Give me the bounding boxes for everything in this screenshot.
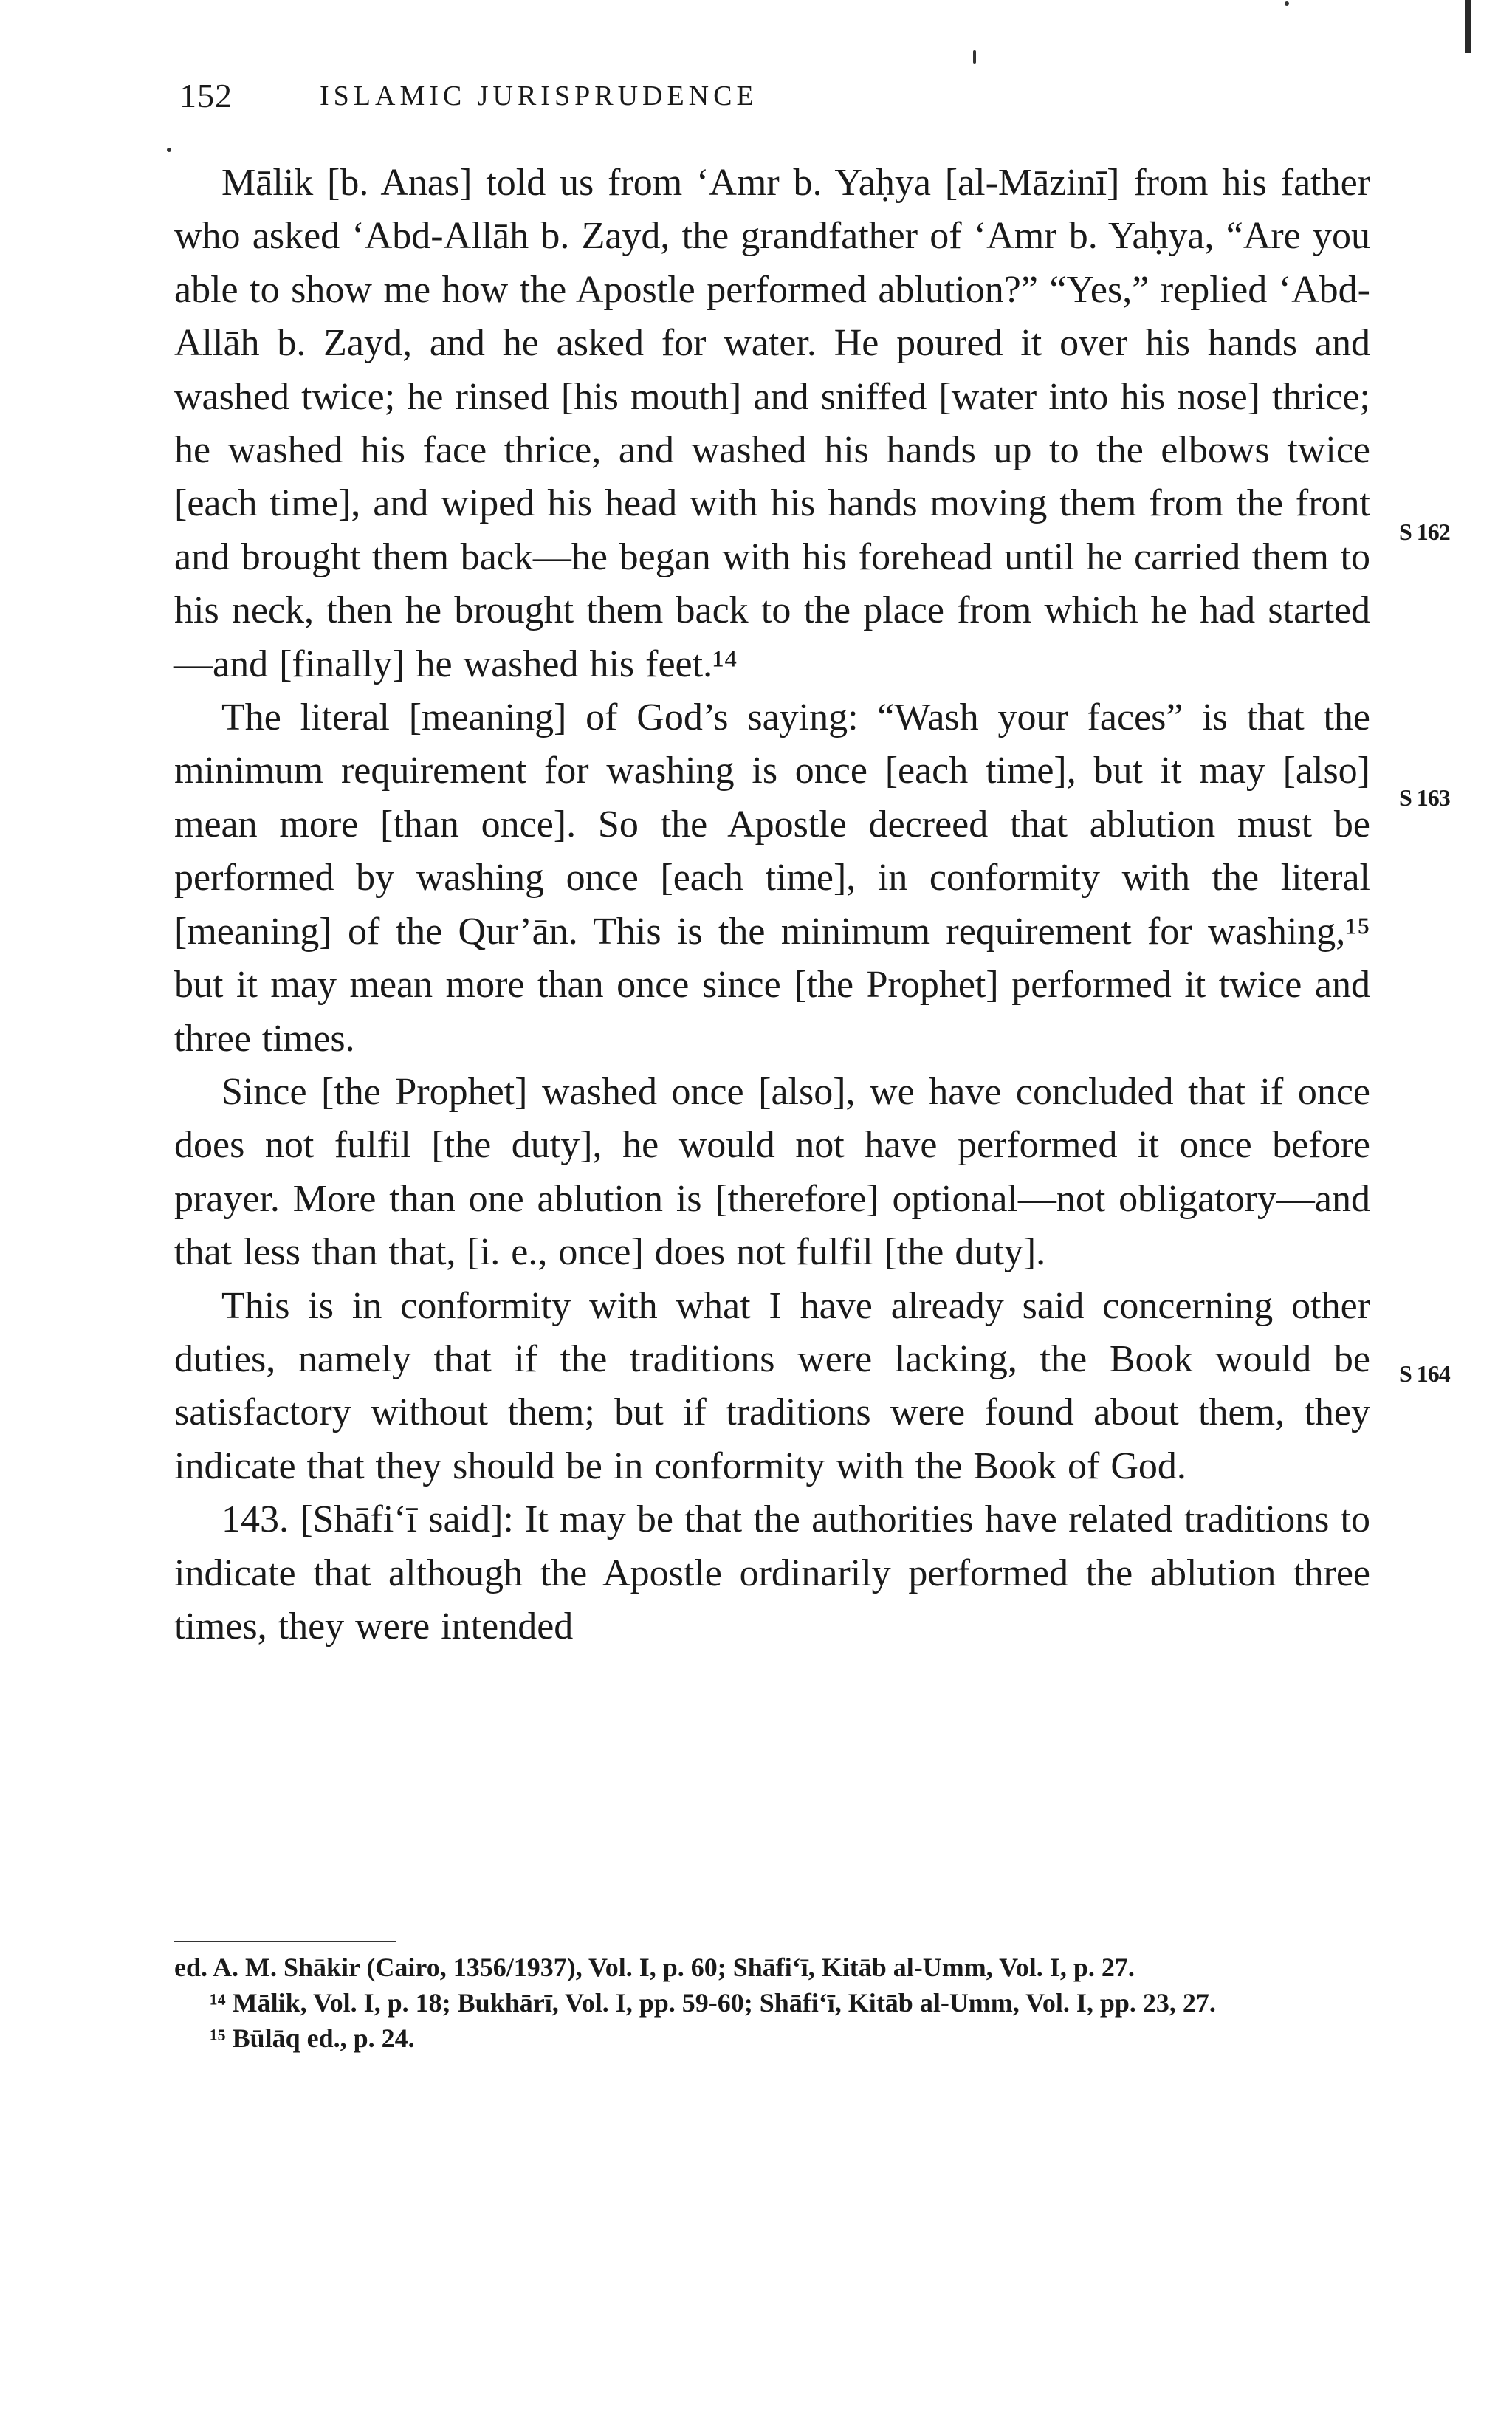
footnotes	[174, 1950, 1370, 2056]
footnote-divider	[174, 1941, 396, 1942]
paragraph-143: 143. [Shāfi‘ī said]: It may be that the authorities have related traditions to indicate that although the Apostle ordinarily performed the ablution three times, they were intended	[174, 1498, 1370, 1648]
footnote-14: ¹⁴ Mālik, Vol. I, p. 18; Bukhārī, Vol. I, pp. 59-60; Shāfi‘ī, Kitāb al-Umm, Vol. I, pp. 23, 27.	[210, 1988, 1216, 2018]
margin-ref-162: S 162	[1399, 518, 1450, 545]
scan-edge-mark	[1465, 0, 1471, 53]
paragraph-since-the-prophet: Since [the Prophet] washed once [also], we have concluded that if once does not fulfil [the duty], he would not have performed it once before prayer. More than one ablution is [therefore] optional—not obligatory—and that less than that, [i. e., once] does not fulfil [the duty].	[174, 1070, 1370, 1274]
scan-speck	[1285, 1, 1289, 6]
running-head-title: ISLAMIC JURISPRUDENCE	[320, 80, 758, 112]
margin-ref-163: S 163	[1399, 784, 1450, 811]
margin-ref-164: S 164	[1399, 1360, 1450, 1387]
scan-speck	[167, 148, 171, 152]
paragraph-literal-meaning: The literal [meaning] of God’s saying: “Wash your faces” is that the minimum requirement for washing is once [each time], but it may [also] mean more [than once]. So the Apostle decreed that ablution must be performed by washing once [each time], in conformity with the literal [meaning] of the Qur’ān. This is the minimum requirement for washing,¹⁵ but it may mean more than once since [the Prophet] performed it twice and three times.	[174, 696, 1370, 1060]
page-number: 152	[179, 77, 233, 114]
footnote-15: ¹⁵ Būlāq ed., p. 24.	[210, 2023, 415, 2053]
paragraph-conformity: This is in conformity with what I have already said concerning other duties, namely that if the traditions were lacking, the Book would be satisfactory without them; but if traditions were found about them, they indicate that they should be in conformity with the Book of God.	[174, 1284, 1370, 1487]
body-text	[174, 157, 1370, 1653]
footnote-continued: ed. A. M. Shākir (Cairo, 1356/1937), Vol. I, p. 60; Shāfi‘ī, Kitāb al-Umm, Vol. I, p. 27.	[174, 1953, 1135, 1982]
margin-references	[1399, 0, 1458, 2434]
scan-speck	[973, 50, 976, 64]
paragraph-hadith: Mālik [b. Anas] told us from ‘Amr b. Yaḥya [al-Māzinī] from his father who asked ‘Abd-Allāh b. Zayd, the grandfather of ‘Amr b. Yaḥya, “Are you able to show me how the Apostle performed ablution?” “Yes,” replied ‘Abd-Allāh b. Zayd, and he asked for water. He poured it over his hands and washed twice; he rinsed [his mouth] and sniffed [water into his nose] thrice; he washed his face thrice, and washed his hands up to the elbows twice [each time], and wiped his head with his hands moving them from the front and brought them back—he began with his forehead until he carried them to his neck, then he brought them back to the place from which he had started—and [finally] he washed his feet.¹⁴	[174, 162, 1370, 685]
running-head	[179, 74, 1375, 118]
